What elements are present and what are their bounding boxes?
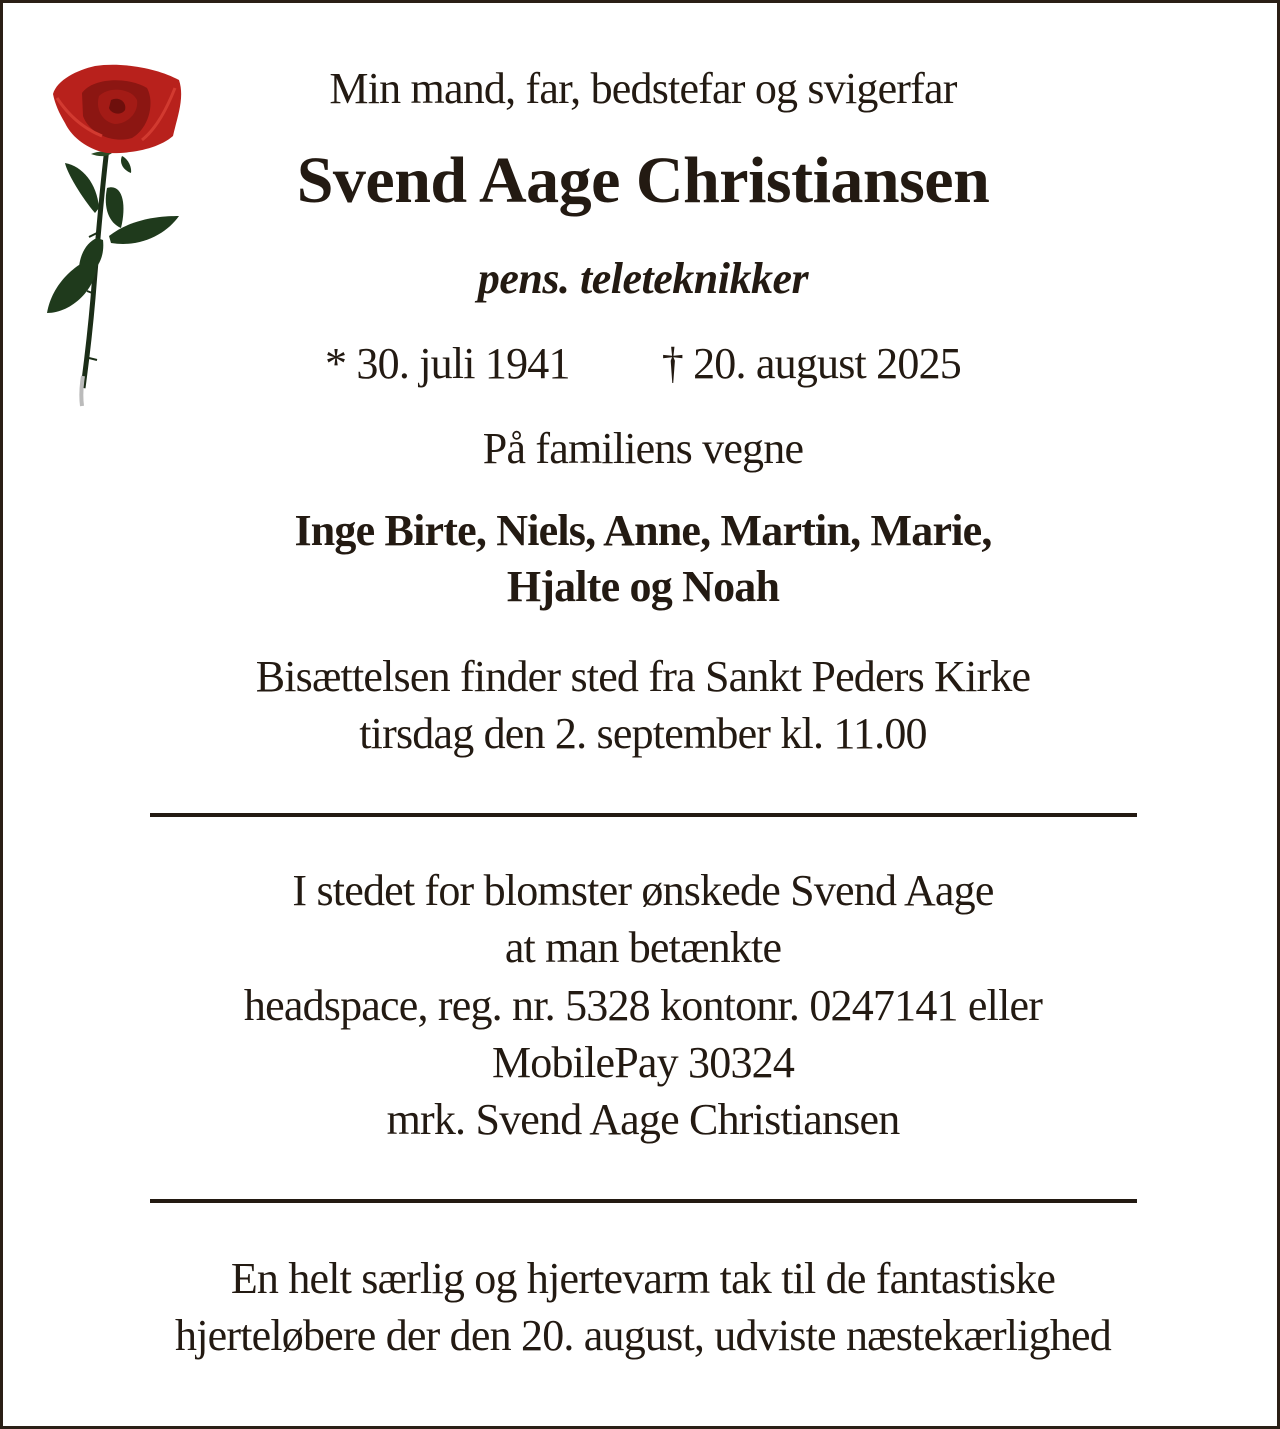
donation-line-2: at man betænkte bbox=[504, 923, 782, 972]
life-dates bbox=[3, 338, 1280, 389]
thanks-line-2: hjerteløbere der den 20. august, udviste næstekærlighed bbox=[175, 1311, 1111, 1360]
donation-line-4: MobilePay 30324 bbox=[491, 1038, 795, 1087]
divider bbox=[150, 813, 1137, 817]
family-label: På familiens vegne bbox=[482, 424, 804, 473]
donation-line-5: mrk. Svend Aage Christiansen bbox=[386, 1095, 900, 1144]
donation-line-3: headspace, reg. nr. 5328 kontonr. 0247141 eller bbox=[243, 981, 1043, 1030]
donation-line-1: I stedet for blomster ønskede Svend Aage bbox=[292, 866, 994, 915]
family-names-line-1: Inge Birte, Niels, Anne, Martin, Marie, bbox=[294, 506, 992, 555]
divider bbox=[150, 1199, 1137, 1203]
intro-line: Min mand, far, bedstefar og svigerfar bbox=[329, 64, 957, 113]
service-line-2: tirsdag den 2. september kl. 11.00 bbox=[359, 709, 927, 758]
birth-date: * 30. juli 1941 bbox=[325, 339, 570, 388]
death-date: † 20. august 2025 bbox=[661, 339, 961, 388]
service-line-1: Bisættelsen finder sted fra Sankt Peders Kirke bbox=[255, 652, 1031, 701]
deceased-name: Svend Aage Christiansen bbox=[296, 144, 990, 217]
occupation: pens. teleteknikker bbox=[477, 254, 809, 303]
thanks-line-1: En helt særlig og hjertevarm tak til de fantastiske bbox=[230, 1254, 1056, 1303]
family-names-line-2: Hjalte og Noah bbox=[506, 562, 780, 611]
